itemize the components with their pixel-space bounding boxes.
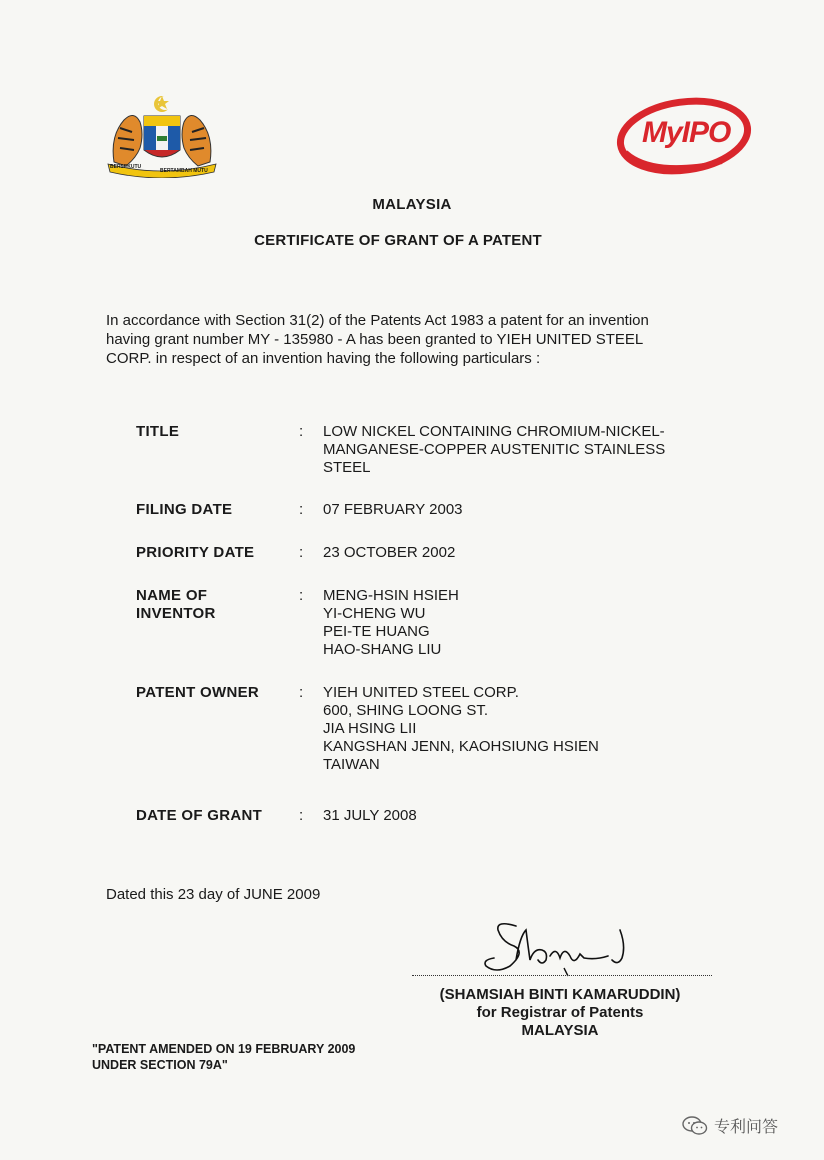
priority-date-colon: : [299, 544, 304, 561]
signatory-role: for Registrar of Patents [476, 1004, 644, 1021]
wechat-icon [682, 1115, 708, 1137]
filing-date-colon: : [299, 501, 304, 518]
myipo-logo [612, 92, 754, 178]
watermark-text: 专利问答 [714, 1119, 779, 1136]
priority-date-value: 23 OCTOBER 2002 [323, 544, 456, 561]
inventor-name: HAO-SHANG LIU [323, 641, 442, 658]
title-value [323, 423, 713, 477]
signatory-block [412, 986, 708, 1040]
signatory-country: MALAYSIA [521, 1022, 599, 1039]
signatory-name: (SHAMSIAH BINTI KAMARUDDIN) [439, 986, 681, 1003]
title-line: MANGANESE-COPPER AUSTENITIC STAINLESS [323, 441, 666, 458]
intro-line: In accordance with Section 31(2) of the Patents Act 1983 a patent for an invention [106, 312, 649, 329]
inventor-label-line: NAME OF [136, 587, 208, 604]
intro-line: CORP. in respect of an invention having the following particulars : [106, 350, 541, 367]
inventor-label [136, 587, 216, 623]
motto-right: BERTAMBAH MUTU [160, 168, 208, 174]
inventor-names [323, 587, 713, 659]
grant-date-label: DATE OF GRANT [136, 807, 263, 824]
owner-line: 600, SHING LOONG ST. [323, 702, 489, 719]
intro-line: having grant number MY - 135980 - A has been granted to YIEH UNITED STEEL [106, 331, 644, 348]
signature-line [412, 975, 712, 976]
inventor-colon: : [299, 587, 304, 604]
patent-owner-colon: : [299, 684, 304, 701]
title-line: LOW NICKEL CONTAINING CHROMIUM-NICKEL- [323, 423, 665, 440]
title-label: TITLE [136, 423, 180, 440]
title-colon: : [299, 423, 304, 440]
amendment-note [92, 1041, 355, 1073]
inventor-label-line: INVENTOR [136, 605, 216, 622]
grant-date-colon: : [299, 807, 304, 824]
priority-date-label: PRIORITY DATE [136, 544, 255, 561]
inventor-name: PEI-TE HUANG [323, 623, 430, 640]
title-line: STEEL [323, 459, 371, 476]
patent-owner-address [323, 684, 713, 774]
grant-date-value: 31 JULY 2008 [323, 807, 417, 824]
owner-line: YIEH UNITED STEEL CORP. [323, 684, 519, 701]
filing-date-value: 07 FEBRUARY 2003 [323, 501, 463, 518]
owner-line: KANGSHAN JENN, KAOHSIUNG HSIEN [323, 738, 599, 755]
inventor-name: YI-CHENG WU [323, 605, 426, 622]
amendment-line: UNDER SECTION 79A" [92, 1058, 228, 1072]
myipo-logo-text: MyIPO [642, 116, 731, 149]
owner-line: JIA HSING LII [323, 720, 417, 737]
patent-owner-label: PATENT OWNER [136, 684, 260, 701]
country-heading: MALAYSIA [372, 196, 452, 213]
motto-left: BERSEKUTU [110, 164, 142, 170]
filing-date-label: FILING DATE [136, 501, 233, 518]
signature-icon [476, 916, 656, 980]
watermark [682, 1114, 778, 1137]
certificate-title: CERTIFICATE OF GRANT OF A PATENT [254, 232, 542, 249]
intro-paragraph [106, 311, 726, 368]
owner-line: TAIWAN [323, 756, 380, 773]
amendment-line: "PATENT AMENDED ON 19 FEBRUARY 2009 [92, 1042, 356, 1056]
inventor-name: MENG-HSIN HSIEH [323, 587, 459, 604]
dated-line: Dated this 23 day of JUNE 2009 [106, 886, 321, 903]
